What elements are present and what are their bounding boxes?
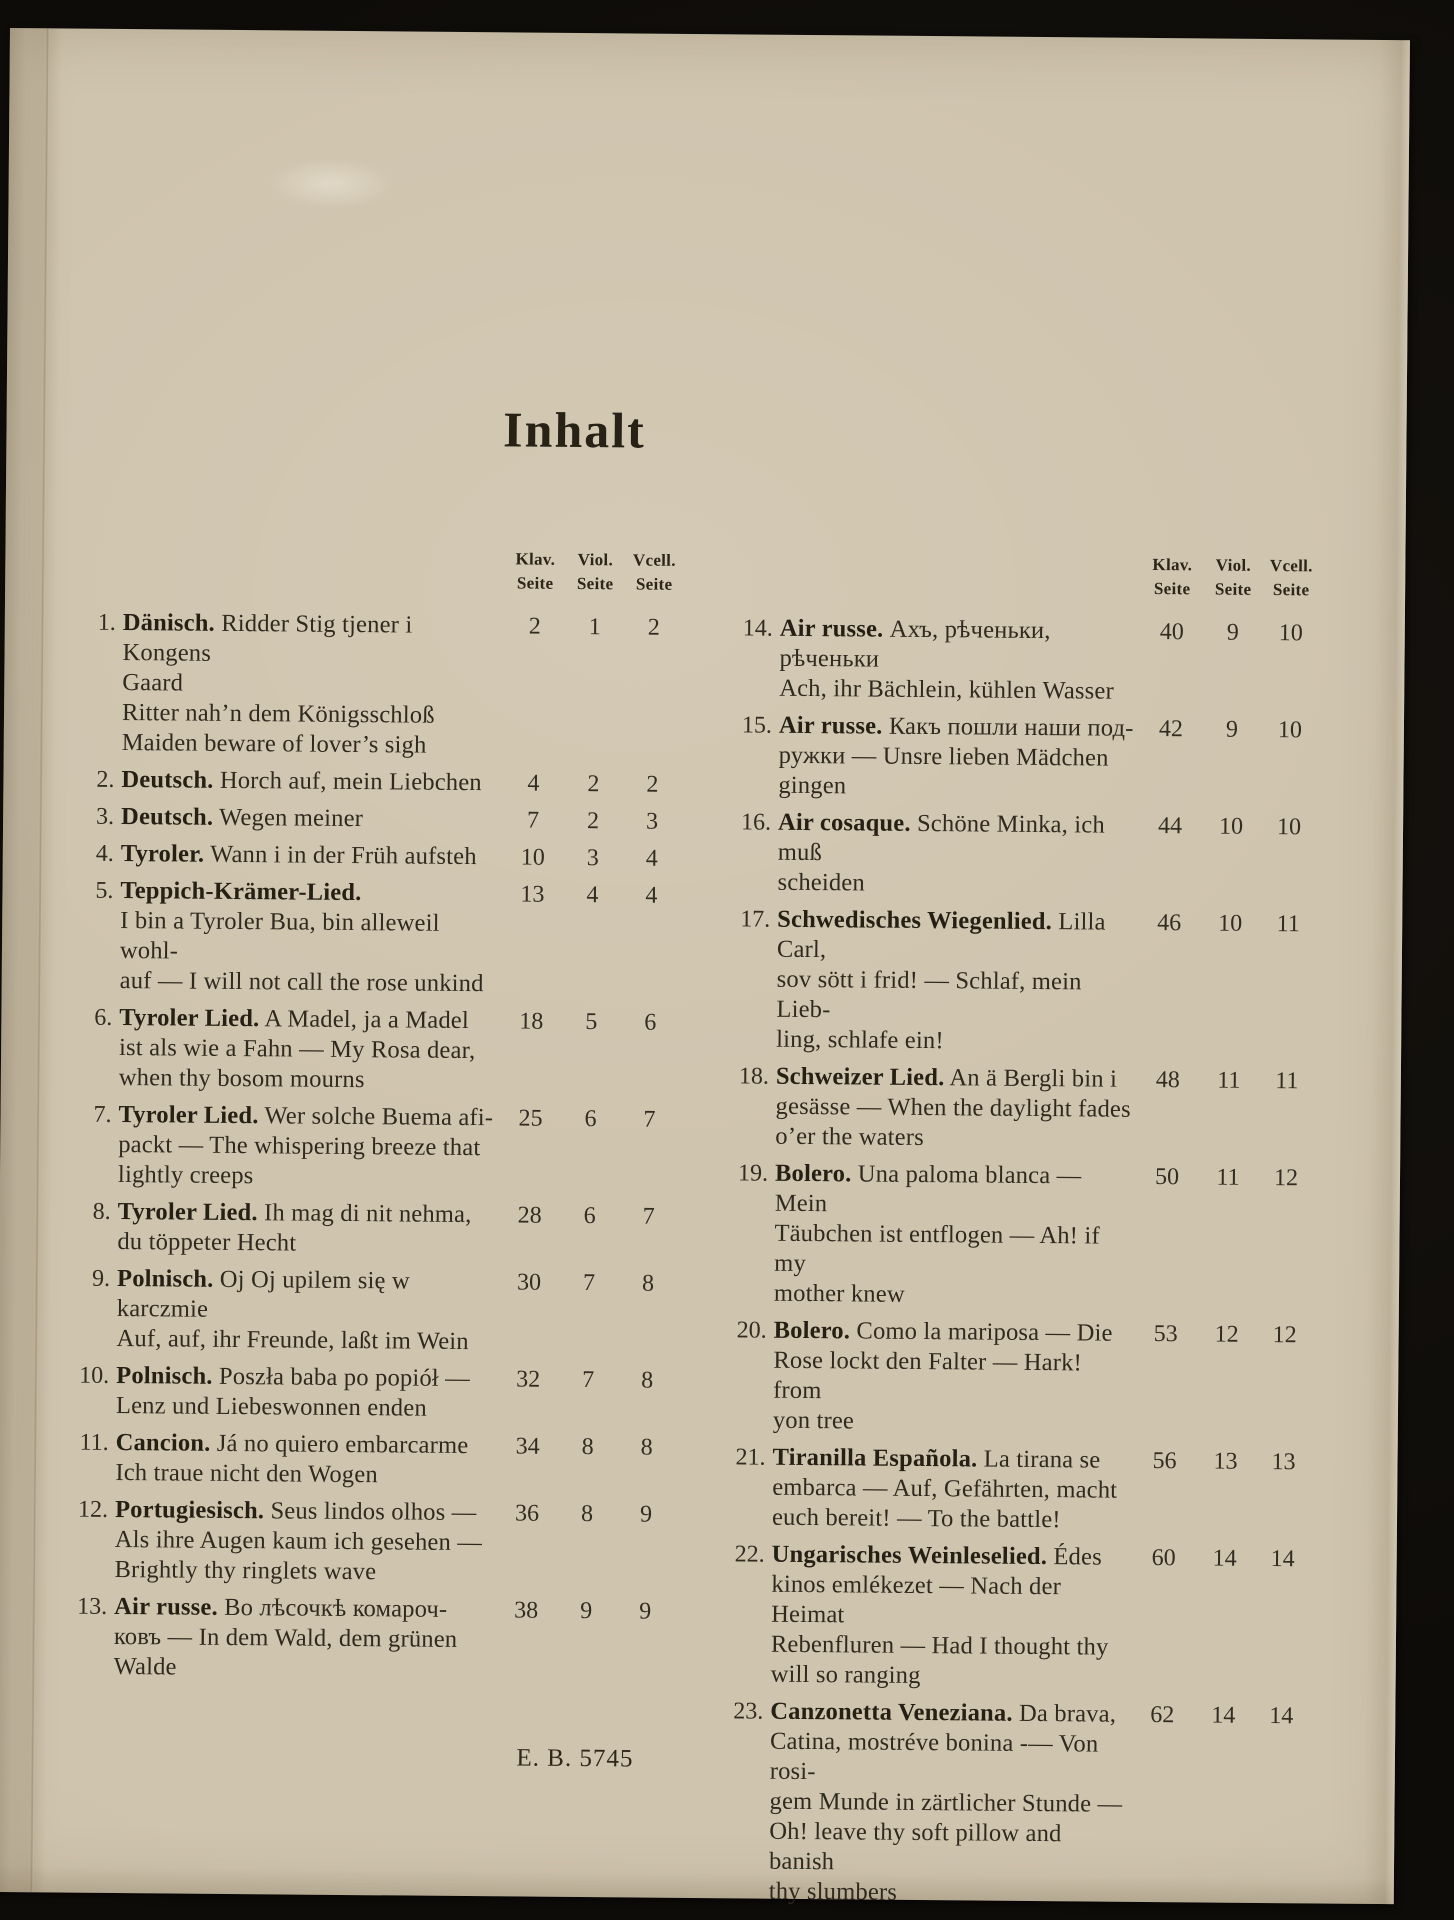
entry-page-vcell: 13	[1271, 1449, 1296, 1476]
entry-number: 16.	[740, 809, 772, 836]
entry-page-viol: 8	[580, 1501, 594, 1528]
entry-page-viol: 3	[586, 845, 599, 872]
entry-text: Cancion. Já no quiero embarcarme Ich traue nicht den Wogen	[115, 1428, 469, 1489]
entry-title: Tyroler Lied.	[117, 1197, 258, 1227]
entry-page-vcell: 14	[1270, 1546, 1295, 1573]
entry-text: Deutsch. Horch auf, mein Liebchen	[121, 766, 482, 797]
toc-entry	[75, 1428, 678, 1493]
entry-page-viol: 8	[581, 1434, 594, 1461]
entry-text: Air russe. Ахъ, рѣченьки, рѣченьки Ach, ihr Bächlein, kühlen Wasser	[779, 614, 1115, 705]
entry-text: Tyroler Lied. A Madel, ja a Madel ist als wie a Fahn — My Rosa dear, when thy bosom mourns	[118, 1003, 476, 1094]
toc-entry	[732, 1442, 1313, 1537]
entry-title: Polnisch.	[116, 1361, 213, 1390]
entry-text: Tiranilla Española. La tirana se embarca — Auf, Gefährten, macht euch bereit! — To the battle!	[771, 1443, 1118, 1534]
entry-page-klav: 62	[1150, 1702, 1175, 1729]
entry-number: 13.	[77, 1593, 108, 1620]
entry-text: Bolero. Una paloma blanca — Mein Täubchen ist entflogen — Ah! if my mother knew	[773, 1159, 1100, 1308]
entry-number: 3.	[96, 803, 115, 830]
toc-entry	[735, 1061, 1316, 1156]
entry-page-vcell: 11	[1276, 911, 1300, 938]
entry-title: Tyroler Lied.	[119, 1003, 260, 1033]
entry-page-klav: 56	[1152, 1448, 1177, 1475]
entry-page-klav: 40	[1159, 619, 1184, 646]
entry-number: 21.	[735, 1444, 766, 1471]
entry-page-klav: 25	[518, 1105, 543, 1132]
entry-number: 2.	[96, 766, 115, 793]
entry-page-viol: 1	[588, 614, 601, 641]
entry-page-viol: 13	[1213, 1448, 1238, 1475]
entry-title: Tiranilla Española.	[772, 1443, 978, 1473]
entry-page-vcell: 9	[639, 1501, 653, 1528]
entry-title: Schwedisches Wiegenlied.	[777, 905, 1053, 936]
entry-page-viol: 14	[1211, 1702, 1236, 1729]
entry-page-klav: 38	[514, 1597, 539, 1624]
entry-page-klav: 44	[1157, 813, 1183, 840]
entry-page-vcell: 10	[1278, 620, 1303, 647]
entry-text: Tyroler Lied. Ih mag di nit nehma, du töppeter Hecht	[117, 1197, 472, 1257]
entry-page-klav: 42	[1158, 716, 1184, 743]
entry-page-klav: 34	[515, 1433, 540, 1460]
entry-title: Teppich-Krämer-Lied.	[120, 876, 362, 907]
toc-entry	[81, 802, 683, 837]
entry-page-klav: 13	[520, 881, 545, 908]
entry-page-viol: 11	[1216, 1164, 1240, 1191]
entry-title: Portugiesisch.	[114, 1495, 265, 1525]
entry-page-vcell: 11	[1275, 1068, 1299, 1095]
entry-number: 10.	[79, 1362, 110, 1389]
entry-text: Air russe. Какъ пошли наши под- ружки — Unsre lieben Mädchen gingen	[778, 711, 1134, 800]
entry-page-vcell: 8	[641, 1270, 655, 1297]
entry-page-vcell: 7	[643, 1106, 656, 1133]
entry-page-vcell: 2	[646, 771, 659, 798]
entry-page-viol: 7	[582, 1367, 595, 1394]
entry-text: Teppich-Krämer-Lied. I bin a Tyroler Bua, bin alleweil wohl- auf — I will not call the rose unkind	[119, 876, 484, 998]
col-header-vcell: Vcell. Seite	[1269, 556, 1313, 600]
column-header-row	[740, 549, 1320, 602]
toc-entry	[80, 876, 683, 1001]
entry-page-vcell: 7	[642, 1203, 655, 1230]
entry-number: 11.	[79, 1429, 109, 1456]
entry-title: Bolero.	[773, 1316, 851, 1345]
toc-entry	[734, 1158, 1315, 1313]
entry-page-klav: 10	[520, 844, 545, 871]
entry-page-vcell: 3	[645, 808, 659, 835]
entry-number: 6.	[94, 1004, 113, 1031]
entry-page-vcell: 14	[1269, 1703, 1294, 1730]
entry-title: Ungarisches Weinleselied.	[771, 1540, 1048, 1571]
entry-page-viol: 2	[587, 771, 600, 798]
entry-title: Deutsch.	[121, 766, 214, 794]
plate-number: E. B. 5745	[516, 1744, 634, 1773]
entry-text: Bolero. Como la mariposa — Die Rose lockt den Falter — Hark! from yon tree	[772, 1316, 1113, 1435]
entry-number: 15.	[741, 712, 773, 739]
entry-page-klav: 53	[1153, 1321, 1178, 1348]
entry-page-viol: 12	[1214, 1321, 1239, 1348]
entry-number: 17.	[740, 906, 771, 933]
toc-entry	[738, 710, 1319, 805]
entry-page-vcell: 8	[640, 1434, 653, 1461]
entry-number: 8.	[92, 1198, 111, 1225]
entry-page-klav: 2	[528, 613, 541, 640]
entry-number: 1.	[97, 609, 116, 636]
entry-title: Schweizer Lied.	[775, 1062, 945, 1092]
entry-title: Air russe.	[114, 1592, 218, 1621]
entry-title: Deutsch.	[121, 803, 214, 831]
entry-page-viol: 11	[1217, 1067, 1241, 1094]
toc-entry	[79, 1003, 682, 1098]
toc-entry	[81, 765, 683, 800]
entry-number: 23.	[733, 1698, 764, 1725]
page-title: Inhalt	[502, 401, 647, 459]
entry-text: Air cosaque. Schöne Minka, ich muß scheiden	[777, 808, 1105, 897]
toc-entry	[739, 613, 1320, 708]
toc-entry	[731, 1539, 1312, 1694]
toc-entry	[729, 1696, 1311, 1911]
entry-page-vcell: 9	[639, 1598, 652, 1625]
toc-entry	[733, 1315, 1314, 1440]
entry-title: Bolero.	[774, 1159, 852, 1188]
entry-text: Schweizer Lied. An ä Bergli bin i gesässe — When the daylight fades o’er the waters	[775, 1062, 1131, 1152]
entry-page-viol: 9	[580, 1598, 593, 1625]
entry-number: 5.	[95, 877, 114, 904]
entry-text: Polnisch. Poszła baba po popiół — Lenz und Liebeswonnen enden	[115, 1361, 471, 1422]
entry-number: 4.	[95, 840, 114, 867]
entry-page-viol: 6	[584, 1106, 597, 1133]
entry-number: 12.	[77, 1496, 109, 1523]
entry-page-vcell: 10	[1276, 814, 1302, 841]
toc-entry	[78, 1100, 681, 1195]
entry-page-klav: 50	[1154, 1164, 1180, 1191]
entry-page-viol: 10	[1218, 813, 1244, 840]
entry-page-viol: 2	[586, 808, 600, 835]
entry-number: 14.	[742, 615, 773, 642]
toc-entry	[81, 839, 683, 874]
entry-page-klav: 32	[516, 1366, 541, 1393]
entry-page-vcell: 10	[1277, 717, 1303, 744]
entry-page-viol: 14	[1212, 1545, 1237, 1572]
book-page	[0, 28, 1410, 1904]
entry-page-klav: 46	[1157, 910, 1182, 937]
col-header-klav: Klav. Seite	[515, 549, 556, 593]
entry-text: Air russe. Во лѣсочкѣ комароч- ковъ — In dem Wald, dem grünen Walde	[113, 1592, 458, 1681]
entry-page-vcell: 4	[645, 845, 658, 872]
contents-column-left	[74, 544, 686, 1694]
entry-number: 7.	[93, 1101, 112, 1128]
entry-number: 19.	[737, 1160, 769, 1187]
entry-title: Air russe.	[778, 711, 883, 740]
entry-text: Tyroler Lied. Wer solche Buema afi- packt — The whispering breeze that lightly creeps	[117, 1100, 494, 1190]
entry-title: Polnisch.	[116, 1264, 214, 1293]
entry-page-viol: 9	[1226, 619, 1239, 646]
entry-number: 22.	[734, 1541, 765, 1568]
entry-title: Air cosaque.	[777, 808, 911, 837]
entry-text: Canzonetta Veneziana. Da brava, Catina, mostréve bonina -— Von rosi- gem Munde in zärtlicher Stunde — Oh! leave thy soft pillow and banish thy slumbers	[768, 1697, 1123, 1906]
entry-title: Tyroler.	[120, 839, 205, 868]
col-header-viol: Viol. Seite	[1214, 555, 1252, 599]
entry-text: Tyroler. Wann i in der Früh aufsteh	[120, 839, 477, 871]
toc-entry	[77, 1197, 680, 1262]
entry-text: Schwedisches Wiegenlied. Lilla Carl, sov sött i frid! — Schlaf, mein Lieb- ling, schlafe ein!	[776, 905, 1106, 1055]
page-crease	[30, 28, 50, 1892]
entry-page-viol: 10	[1218, 910, 1243, 937]
entry-number: 20.	[736, 1317, 767, 1344]
toc-entry	[74, 1592, 677, 1687]
entry-title: Air russe.	[779, 614, 884, 643]
toc-entry	[76, 1361, 679, 1426]
entry-page-viol: 6	[583, 1203, 596, 1230]
entry-page-vcell: 8	[641, 1367, 654, 1394]
toc-entry	[736, 904, 1317, 1059]
entry-page-viol: 7	[582, 1270, 596, 1297]
toc-entry	[76, 1264, 679, 1359]
toc-entry	[737, 807, 1318, 902]
entry-page-klav: 36	[514, 1500, 540, 1527]
entry-page-klav: 4	[527, 770, 540, 797]
entry-title: Canzonetta Veneziana.	[770, 1697, 1013, 1727]
entry-page-klav: 30	[516, 1269, 542, 1296]
toc-entry	[82, 608, 685, 763]
entry-number: 9.	[91, 1265, 111, 1292]
entry-number: 18.	[738, 1063, 769, 1090]
col-header-viol: Viol. Seite	[576, 549, 614, 594]
entry-page-vcell: 12	[1273, 1165, 1299, 1192]
entry-page-viol: 4	[586, 882, 599, 909]
entry-page-vcell: 2	[647, 614, 660, 641]
contents-column-right	[729, 549, 1321, 1918]
entry-page-klav: 60	[1151, 1545, 1176, 1572]
entry-page-vcell: 4	[645, 882, 658, 909]
col-header-vcell: Vcell. Seite	[632, 550, 676, 594]
entry-title: Cancion.	[115, 1428, 211, 1457]
entry-page-vcell: 12	[1272, 1322, 1297, 1349]
entry-page-klav: 7	[526, 807, 540, 834]
entry-page-viol: 5	[585, 1009, 598, 1036]
entry-title: Tyroler Lied.	[118, 1100, 259, 1130]
entry-page-viol: 9	[1225, 716, 1239, 743]
entry-text: Deutsch. Wegen meiner	[121, 803, 364, 833]
toc-entry	[74, 1495, 677, 1590]
entry-text: Ungarisches Weinleselied. Édes kinos emlékezet — Nach der Heimat Rebenfluren — Had I thought thy will so ranging	[770, 1540, 1109, 1690]
entry-page-klav: 28	[517, 1202, 542, 1229]
col-header-klav: Klav. Seite	[1152, 554, 1193, 599]
entry-page-vcell: 6	[644, 1009, 657, 1036]
entry-page-klav: 18	[519, 1008, 544, 1035]
entry-page-klav: 48	[1155, 1067, 1180, 1094]
entry-text: Polnisch. Oj Oj upilem się w karczmie Auf, auf, ihr Freunde, laßt im Wein	[116, 1264, 469, 1356]
entry-text: Portugiesisch. Seus lindos olhos — Als ihre Augen kaum ich gesehen — Brightly thy ringlets wave	[114, 1495, 483, 1586]
entry-text: Dänisch. Ridder Stig tjener i Kongens Gaard Ritter nah’n dem Königsschloß Maiden beware of lover’s sigh	[121, 609, 435, 759]
column-header-row	[83, 544, 685, 597]
entry-title: Dänisch.	[122, 609, 216, 637]
